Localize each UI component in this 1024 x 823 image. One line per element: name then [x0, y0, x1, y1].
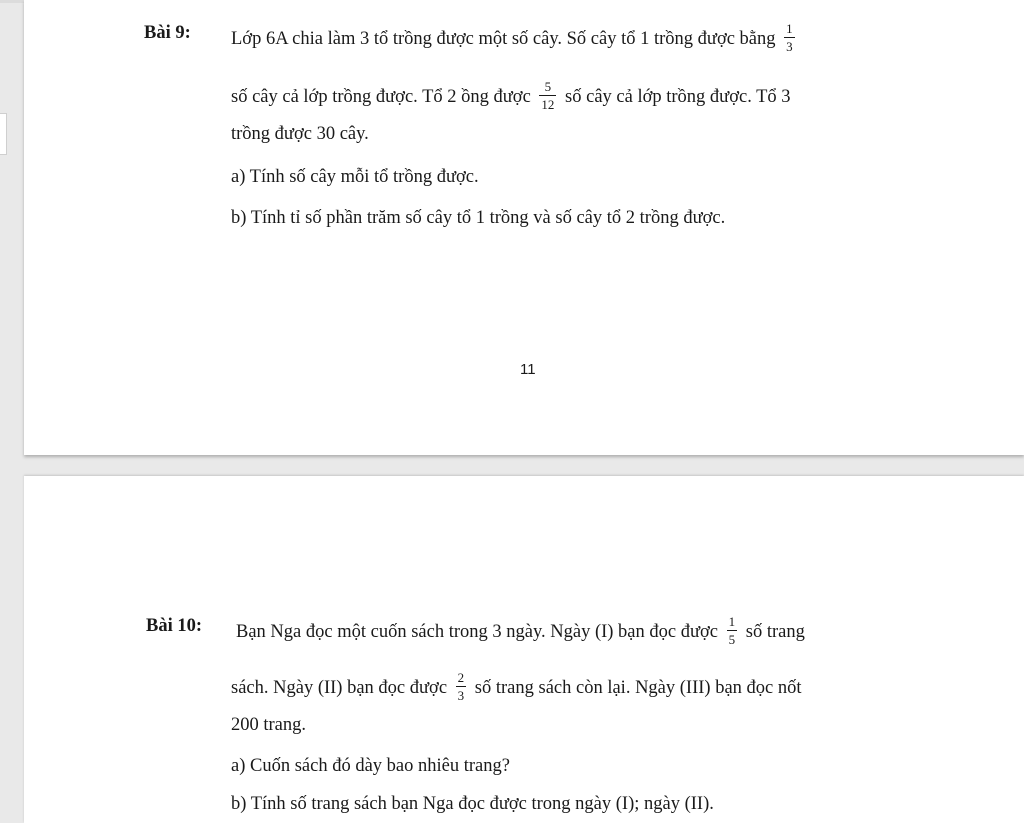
fraction-numerator: 2: [457, 670, 465, 685]
exercise-10-part-a: a) Cuốn sách đó dày bao nhiêu trang?: [231, 756, 510, 776]
document-page-2: [24, 476, 1024, 823]
exercise-9-line-2-text-after: số cây cả lớp trồng được. Tổ 3: [565, 86, 791, 107]
exercise-10-label: Bài 10:: [146, 616, 203, 636]
exercise-9-line-1-text: Lớp 6A chia làm 3 tổ trồng được một số cây. Số cây tổ 1 trồng được bằng: [231, 28, 776, 49]
exercise-9-line-2-text: số cây cả lớp trồng được. Tổ 2 ồng được: [231, 86, 531, 107]
fraction-denominator: 5: [728, 632, 736, 647]
exercise-9-part-a: a) Tính số cây mỗi tổ trồng được.: [231, 167, 479, 187]
exercise-10-line-2: [231, 670, 802, 704]
exercise-10-line-2-text: sách. Ngày (II) bạn đọc được: [231, 677, 448, 698]
page-number: 11: [520, 361, 536, 378]
exercise-10-line-2-text-after: số trang sách còn lại. Ngày (III) bạn đọc nốt: [474, 677, 802, 698]
exercise-10-line-3: 200 trang.: [231, 715, 307, 735]
fraction-numerator: 1: [786, 21, 793, 36]
exercise-10-line-1: [236, 614, 805, 648]
exercise-9-part-b: b) Tính tỉ số phần trăm số cây tổ 1 trồng và số cây tổ 2 trồng được.: [231, 208, 726, 228]
fraction-two-thirds: [456, 671, 467, 702]
fraction-denominator: 12: [541, 97, 555, 112]
exercise-9-label: Bài 9:: [144, 23, 191, 43]
document-page-1: [24, 0, 1024, 455]
fraction-denominator: 3: [786, 39, 793, 54]
exercise-9-line-3: trồng được 30 cây.: [231, 124, 369, 144]
fraction-one-third: [784, 22, 795, 53]
fraction-numerator: 5: [539, 80, 556, 96]
side-panel-tab[interactable]: [0, 113, 7, 155]
exercise-9-line-2: [231, 79, 791, 113]
fraction-one-fifth: [727, 615, 738, 646]
fraction-five-twelfths: [539, 80, 556, 111]
fraction-numerator: 1: [728, 614, 736, 629]
fraction-denominator: 3: [457, 688, 465, 703]
exercise-10-part-b: b) Tính số trang sách bạn Nga đọc được trong ngày (I); ngày (II).: [231, 794, 714, 814]
exercise-10-line-1-text: Bạn Nga đọc một cuốn sách trong 3 ngày. Ngày (I) bạn đọc được: [236, 621, 719, 642]
exercise-9-line-1: [231, 21, 799, 55]
exercise-10-line-1-text-after: số trang: [745, 621, 805, 642]
